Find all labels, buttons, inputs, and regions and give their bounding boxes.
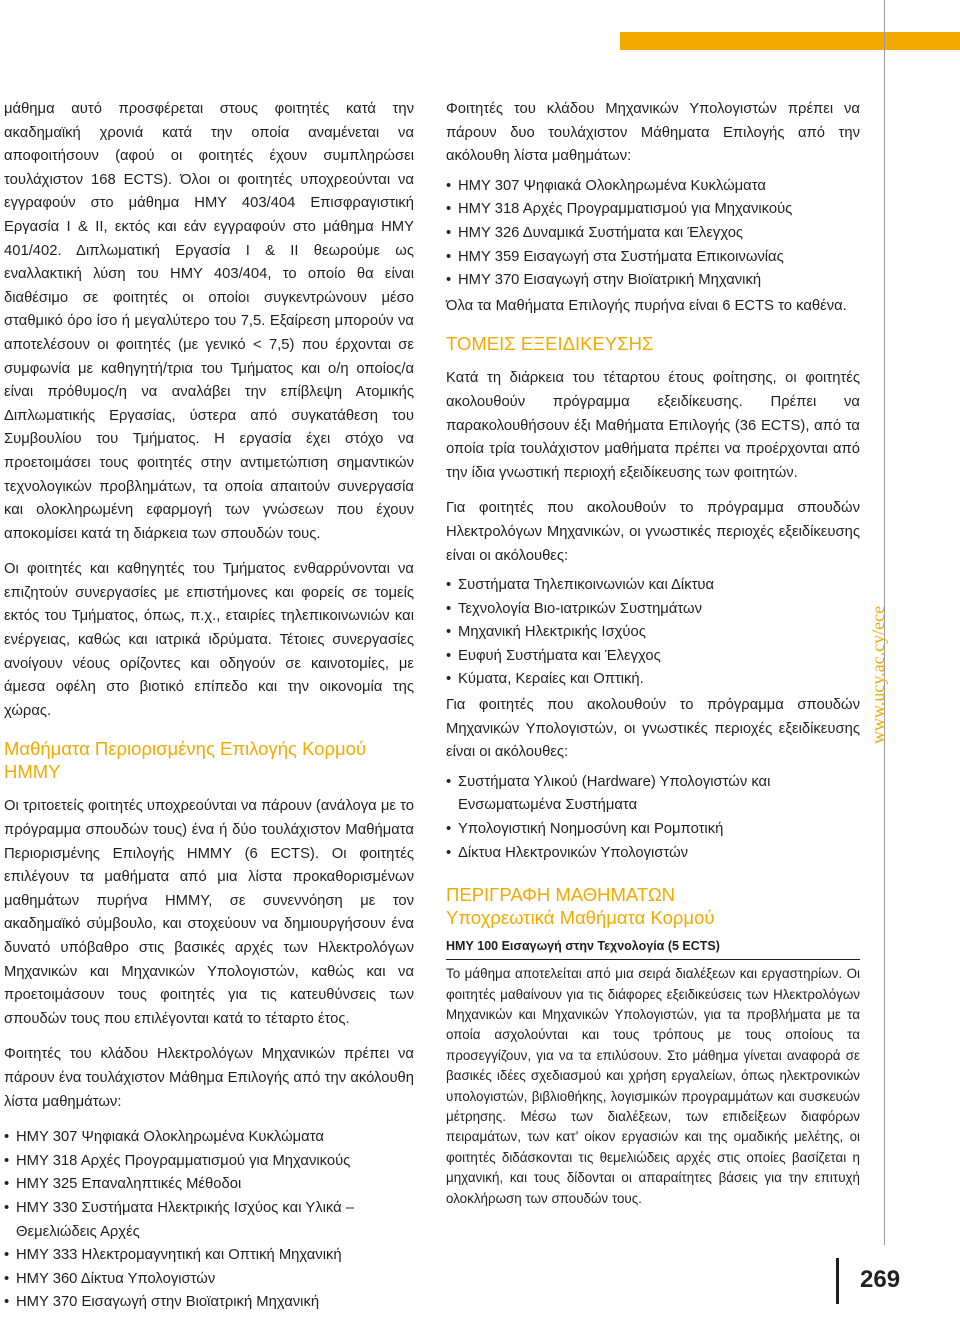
paragraph: Οι φοιτητές και καθηγητές του Τμήματος ενθαρρύνονται να επιζητούν συνεργασίες με επιστήμονες και φορείς σε τομείς εκτός του Τμήματος, όπως, π.χ., εταιρίες τηλεπικοινωνιών και ενέργειας, καθώς και ιατρικά ιδρύματα. Τέτοιες συνεργασίες ανοίγουν νέους ορίζοντες και οδηγούν σε καινοτομίες, με άμεσα οφέλη στο βιοτικό επίπεδο και την οικονομία της χώρας.: [4, 561, 414, 719]
list-item: • ΗΜΥ 370 Εισαγωγή στην Βιοϊατρική Μηχανική: [4, 1294, 320, 1311]
course-list: [4, 1126, 414, 1315]
list-item: • ΗΜΥ 318 Αρχές Προγραμματισμού για Μηχανικούς: [446, 201, 793, 218]
list-item: • ΗΜΥ 333 Ηλεκτρομαγνητική και Οπτική Μηχανική: [4, 1247, 342, 1264]
paragraph: Όλα τα Μαθήματα Επιλογής πυρήνα είναι 6 ECTS το καθένα.: [446, 297, 847, 314]
page-number: 269: [860, 1266, 901, 1293]
section-heading: Μαθήματα Περιορισμένης Επιλογής Κορμού ΗΜΜΥ: [4, 738, 367, 783]
paragraph: Φοιτητές του κλάδου Ηλεκτρολόγων Μηχανικών πρέπει να πάρουν ένα τουλάχιστον Μάθημα Επιλογής από την ακόλουθη λίστα μαθημάτων:: [4, 1046, 414, 1110]
section-heading: [446, 883, 860, 929]
course-list: [446, 175, 860, 293]
left-column: [4, 98, 414, 1317]
course-title: ΗΜΥ 100 Εισαγωγή στην Τεχνολογία (5 ECTS): [446, 939, 720, 954]
list-item: • Συστήματα Υλικού (Hardware) Υπολογιστών και Ενσωματωμένα Συστήματα: [446, 773, 771, 814]
specialization-list: [446, 771, 860, 865]
list-item: • ΗΜΥ 325 Επαναληπτικές Μέθοδοι: [4, 1176, 242, 1193]
list-item: • ΗΜΥ 359 Εισαγωγή στα Συστήματα Επικοινωνίας: [446, 248, 784, 265]
paragraph: Κατά τη διάρκεια του τέταρτου έτους φοίτησης, οι φοιτητές ακολουθούν πρόγραμμα εξειδίκευσης. Πρέπει να παρακολουθήσουν έξι Μαθήματα Επιλογής (36 ECTS), από τα οποία τρία τουλάχιστον μαθήματα πρέπει να προέρχονται από την ίδια γνωστική περιοχή εξειδίκευσης των φοιτητών.: [446, 370, 860, 481]
list-item: • ΗΜΥ 330 Συστήματα Ηλεκτρικής Ισχύος και Υλικά – Θεμελιώδεις Αρχές: [4, 1199, 354, 1240]
paragraph: Για φοιτητές που ακολουθούν το πρόγραμμα σπουδών Ηλεκτρολόγων Μηχανικών, οι γνωστικές περιοχές εξειδίκευσης είναι οι ακόλουθες:: [446, 500, 860, 564]
paragraph: μάθημα αυτό προσφέρεται στους φοιτητές κατά την ακαδημαϊκή χρονιά κατά την οποία αναμένεται να αποφοιτήσουν (αφού οι φοιτητές έχουν συμπληρώσει τουλάχιστον 168 ECTS). Όλοι οι φοιτητές υποχρεούνται να εγγραφούν στο μάθημα ΗΜΥ 403/404 Επισφραγιστική Εργασία I & II, εκτός και εάν εγγραφούν στο μάθημα ΗΜΥ 401/402. Διπλωματική Εργασία I & II θεωρούμε ως εναλλακτική λύση του ΗΜΥ 403/404, το οποίο θα είναι διαθέσιμο σε φοιτητές οι οποίοι συγκεντρώνουν μέσο σταθμικό όρο ίσο ή μεγαλύτερο του 7,5. Εξαίρεση μπορούν να αποτελέσουν οι φοιτητές (με γενικό < 7,5) που έρχονται σε συμφωνία με καθηγητή/τρια του Τμήματος και ο/η οποίος/α είναι πρόθυμος/η να αναλάβει την επίβλεψη Ατομικής Διπλωματικής Εργασίας, ύστερα από συγκατάθεση του Συμβουλίου του Τμήματος. Η εργασία έχει στόχο να προετοιμάσει τους φοιτητές στην αντιμετώπιση σημαντικών τεχνολογικών προβλημάτων, τα οποία απαιτούν συνεργασία και ολοκληρωμένη εφαρμογή των γνώσεων που έχουν αποκομίσει κατά τη διάρκεια των σπουδών τους.: [4, 101, 414, 542]
specialization-list: [446, 574, 860, 692]
header-accent-bar: [620, 32, 960, 50]
list-item: • ΗΜΥ 326 Δυναμικά Συστήματα και Έλεγχος: [446, 224, 744, 241]
list-item: • ΗΜΥ 360 Δίκτυα Υπολογιστών: [4, 1270, 216, 1287]
paragraph: Φοιτητές του κλάδου Μηχανικών Υπολογιστών πρέπει να πάρουν δυο τουλάχιστον Μάθηματα Επιλογής από την ακόλουθη λίστα μαθημάτων:: [446, 101, 860, 165]
paragraph: Οι τριτοετείς φοιτητές υποχρεούνται να πάρουν (ανάλογα με το πρόγραμμα σπουδών τους) ένα ή δύο τουλάχιστον Μαθήματα Περιορισμένης Επιλογής ΗΜΜΥ (6 ECTS). Οι φοιτητές επιλέγουν τα μαθήματα από μια λίστα προκαθορισμένων μαθημάτων πυρήνα ΗΜΜΥ, σε συνεννόηση με τον ακαδημαϊκό σύμβουλο, και στοχεύουν να δημιουργήσουν ένα δυνατό υπόβαθρο στις βασικές αρχές των Ηλεκτρολόγων Μηχανικών και Μηχανικών Υπολογιστών, καθώς και να προετοιμάσουν τους φοιτητές για τις κατευθύνσεις των σπουδών τους που επιλέγονται κατά το τέταρτο έτος.: [4, 798, 414, 1027]
paragraph: Για φοιτητές που ακολουθούν το πρόγραμμα σπουδών Μηχανικών Υπολογιστών, οι γνωστικές περιοχές εξειδίκευσης είναι οι ακόλουθες:: [446, 697, 860, 761]
list-item: • Κύματα, Κεραίες και Οπτική.: [446, 671, 644, 688]
list-item: • ΗΜΥ 370 Εισαγωγή στην Βιοϊατρική Μηχανική: [446, 272, 762, 289]
list-item: • Τεχνολογία Βιο-ιατρικών Συστημάτων: [446, 600, 702, 617]
divider: [446, 959, 860, 960]
list-item: • ΗΜΥ 307 Ψηφιακά Ολοκληρωμένα Κυκλώματα: [446, 177, 766, 194]
section-heading-line1: ΠΕΡΙΓΡΑΦΗ ΜΑΘΗΜΑΤΩΝ: [446, 884, 676, 906]
list-item: • Ευφυή Συστήματα και Έλεγχος: [446, 647, 661, 664]
list-item: • Δίκτυα Ηλεκτρονικών Υπολογιστών: [446, 844, 689, 861]
list-item: • Μηχανική Ηλεκτρικής Ισχύος: [446, 624, 646, 641]
section-heading: ΤΟΜΕΙΣ ΕΞΕΙΔΙΚΕΥΣΗΣ: [446, 333, 654, 355]
list-item: • ΗΜΥ 307 Ψηφιακά Ολοκληρωμένα Κυκλώματα: [4, 1129, 324, 1146]
course-description: Το μάθημα αποτελείται από μια σειρά διαλέξεων και εργαστηρίων. Οι φοιτητές μαθαίνουν για τις διάφορες εξειδικεύσεις των Ηλεκτρολόγων Μηχανικών και Μηχανικών Υπολογιστών, για τα προβλήματα με τα οποία ασχολούνται και τους τρόπους με τους οποίους τα προσεγγίζουν, για να τα επιλύσουν. Στο μάθημα γίνεται αναφορά σε βασικές ιδέες σχεδιασμού και χρήση εργαλείων, όπως ηλεκτρονικών υπολογιστών, βιβλιοθήκης, λογισμικών προγραμμάτων και συσκευών μέτρησης. Μέσω των διαλέξεων, των επιδείξεων διαφόρων πειραμάτων, των κατ’ οίκον εργασιών και της ομαδικής μελέτης, οι φοιτητές διδάσκονται τις θεμελιώδεις αρχές στις οποίες βασίζεται η μηχανική, και τους δίδονται οι απαραίτητες βάσεις για την επιτυχή ολοκλήρωση των σπουδών τους.: [446, 966, 860, 1206]
section-heading-line2: Υποχρεωτικά Μαθήματα Κορμού: [446, 907, 715, 929]
right-column: [446, 98, 860, 1221]
website-url: www.ucy.ac.cy/ece: [868, 605, 888, 745]
list-item: • ΗΜΥ 318 Αρχές Προγραμματισμού για Μηχανικούς: [4, 1152, 351, 1169]
list-item: • Συστήματα Τηλεπικοινωνιών και Δίκτυα: [446, 577, 715, 594]
page-number-bar: [836, 1258, 839, 1304]
list-item: • Υπολογιστική Νοημοσύνη και Ρομποτική: [446, 821, 724, 838]
